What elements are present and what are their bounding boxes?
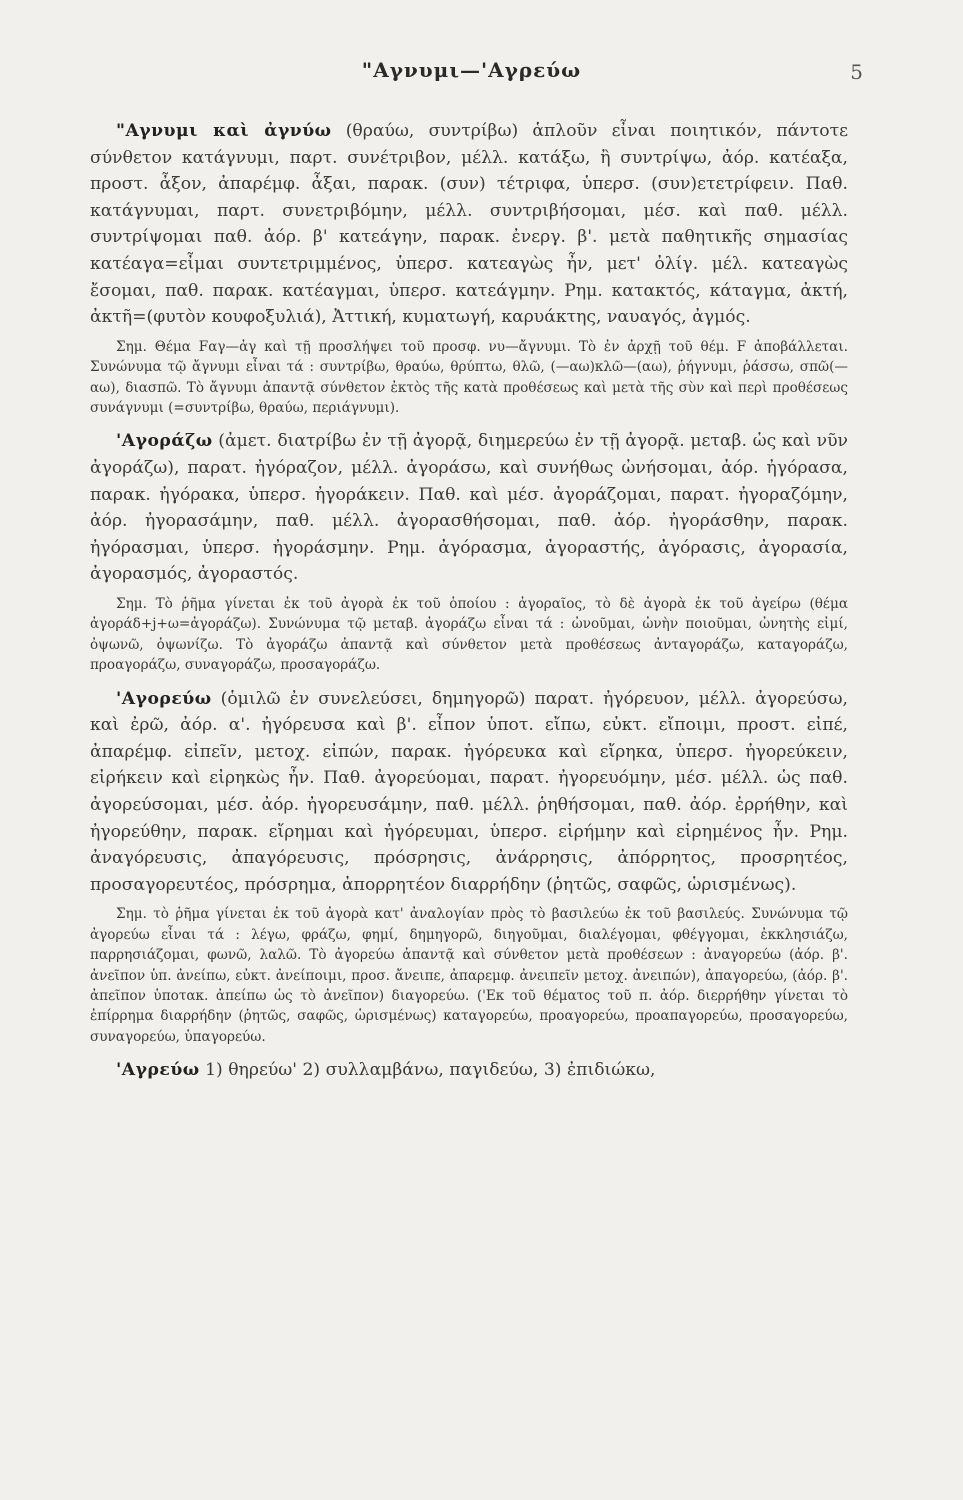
entry-note: Σημ. τὸ ῥῆμα γίνεται ἐκ τοῦ ἀγορὰ κατ' ἀναλογίαν πρὸς τὸ βασιλεύω ἐκ τοῦ βασιλεύς. Συνώνυμα τῷ ἀγορεύω εἶναι τά : λέγω, φράζω, φημί, δημηγορῶ, διηγοῦμαι, διαλέγομαι, φθέγγομαι, ἐκκλησιάζω, παρρησιάζομαι, φωνῶ, λαλῶ. Τὸ ἀγορεύω ἀπαντᾷ καὶ σύνθετον μετὰ προθέσεων : ἀναγορεύω (ἀόρ. β'. ἀνεῖπον ὑπ. ἀνείπω, εὐκτ. ἀνείποιμι, προσ. ἄνειπε, ἀπαρεμφ. ἀνειπεῖν μετοχ. ἀνειπών), ἀπαγορεύω, (ἀόρ. β'. ἀπεῖπον ὑποτακ. ἀπείπω ὡς τὸ ἀνεῖπον) διαγορεύω. ('Εκ τοῦ θέματος τοῦ π. ἀόρ. διερρήθην γίνεται τὸ ἐπίρρημα διαρρήδην (ῥητῶς, σαφῶς, ὡρισμένως) καταγορεύω, προαγορεύω, προαπαγορεύω, προσαγορεύω, συναγορεύω, ὑπαγορεύω. [90, 906, 848, 1045]
entry-headword: "Αγνυμι καὶ ἀγνύω [116, 121, 332, 141]
dictionary-entry [90, 1057, 848, 1084]
page-content [90, 118, 848, 1084]
entry-text: (θραύω, συντρίβω) ἁπλοῦν εἶναι ποιητικόν, πάντοτε σύνθετον κατάγνυμι, παρτ. συνέτριβον, μέλλ. κατάξω, ἢ συντρίψω, ἀόρ. κατέαξα, προστ. ἆξον, ἀπαρέμφ. ἆξαι, παρακ. (συν) τέτριφα, ὑπερσ. (συν)ετετρίφειν. Παθ. κατάγνυμαι, παρτ. συνετριβόμην, μέλλ. συντριβήσομαι, μέσ. καὶ παθ. μέλλ. συντρίψομαι παθ. ἀόρ. β' κατεάγην, παρακ. ἐνεργ. β'. μετὰ παθητικῆς σημασίας κατέαγα=εἶμαι συντετριμμένος, ὑπερσ. κατεαγὼς ἦν, μετ' ὀλίγ. μέλ. κατεαγὼς ἔσομαι, παθ. παρακ. κατέαγμαι, ὑπερσ. κατεάγμην. Ρημ. κατακτός, κάταγμα, ἀκτή, ἀκτῆ=(φυτὸν κουφοξυλιά), Ἀττική, κυματωγή, καρυάκτης, ναυαγός, ἀγμός. [90, 121, 848, 328]
entry-text: 1) θηρεύω' 2) συλλαμβάνω, παγιδεύω, 3) ἐπιδιώκω, [199, 1060, 656, 1081]
entry-text: (ἀμετ. διατρίβω ἐν τῇ ἀγορᾷ, διημερεύω ἐν τῇ ἀγορᾷ. μεταβ. ὡς καὶ νῦν ἀγοράζω), παρατ. ἠγόραζον, μέλλ. ἀγοράσω, καὶ συνήθως ὠνήσομαι, ἀόρ. ἠγόρασα, παρακ. ἠγόρακα, ὑπερσ. ἠγοράκειν. Παθ. καὶ μέσ. ἀγοράζομαι, παρατ. ἠγοραζόμην, ἀόρ. ἠγορασάμην, παθ. μέλλ. ἀγορασθήσομαι, παθ. ἀόρ. ἠγοράσθην, παρακ. ἠγόρασμαι, ὑπερσ. ἠγοράσμην. Ρημ. ἀγόρασμα, ἀγοραστής, ἀγόρασις, ἀγορασία, ἀγορασμός, ἀγοραστός. [90, 431, 848, 585]
dictionary-entry [90, 118, 848, 331]
page-number: 5 [850, 60, 863, 84]
entry-headword: 'Αγορεύω [116, 688, 212, 709]
entry-text: (ὁμιλῶ ἐν συνελεύσει, δημηγορῶ) παρατ. ἠγόρευον, μέλλ. ἀγορεύσω, καὶ ἐρῶ, ἀόρ. α'. ἠγόρευσα καὶ β'. εἶπον ὑποτ. εἴπω, εὐκτ. εἴποιμι, προστ. εἰπέ, ἀπαρέμφ. εἰπεῖν, μετοχ. εἰπών, παρακ. ἠγόρευκα καὶ εἴρηκα, ὑπερσ. ἠγορεύκειν, εἰρήκειν καὶ εἰρηκὼς ἦν. Παθ. ἀγορεύομαι, παρατ. ἠγορευόμην, μέσ. μέλλ. ὡς παθ. ἀγορεύσομαι, μέσ. ἀόρ. ἠγορευσάμην, παθ. μέλλ. ῥηθήσομαι, παθ. ἀόρ. ἐρρήθην, καὶ ἠγορεύθην, παρακ. εἴρημαι καὶ ἠγόρευμαι, ὑπερσ. εἰρήμην καὶ εἰρημένος ἦν. Ρημ. ἀναγόρευσις, ἀπαγόρευσις, πρόσρησις, ἀνάρρησις, ἀπόρρητος, προσρητέος, προσαγορευτέος, πρόσρημα, ἀπορρητέον διαρρήδην (ῥητῶς, σαφῶς, ὡρισμένως). [90, 688, 848, 895]
entry-note: Σημ. Θέμα Fαγ—ἀγ καὶ τῇ προσλήψει τοῦ προσφ. νυ—ἄγνυμι. Τὸ ἐν ἀρχῇ τοῦ θέμ. F ἀποβάλλεται. Συνώνυμα τῷ ἄγνυμι εἶναι τά : συντρίβω, θραύω, θρύπτω, θλῶ, (—αω)κλῶ—(αω), ῥήγνυμι, ῥάσσω, σπῶ(—αω), διασπῶ. Τὸ ἄγνυμι ἀπαντᾷ σύνθετον ἐκτὸς τῆς κατὰ προθέσεως καὶ μετὰ τῆς σὺν καὶ περὶ προθέσεως συνάγνυμι (=συντρίβω, θραύω, περιάγνυμι). [90, 338, 848, 416]
entry-headword: 'Αγοράζω [116, 431, 213, 452]
running-title: "Αγνυμι—'Αγρεύω [361, 58, 582, 82]
page-header [90, 58, 863, 98]
entry-headword: 'Αγρεύω [116, 1060, 200, 1081]
dictionary-entry [90, 428, 848, 588]
entry-note: Σημ. Τὸ ῥῆμα γίνεται ἐκ τοῦ ἀγορὰ ἐκ τοῦ ὁποίου : ἀγοραῖος, τὸ δὲ ἀγορὰ ἐκ τοῦ ἀγείρω (θέμα ἀγοράδ+j+ω=ἀγοράζω). Συνώνυμα τῷ μεταβ. ἀγοράζω εἶναι τά : ὠνοῦμαι, ὠνὴν ποιοῦμαι, ὠνητὴς εἰμί, ὀψωνῶ, ὀψωνίζω. Τὸ ἀγοράζω ἀπαντᾷ καὶ σύνθετον μετὰ προθέσεως ἀνταγοράζω, καταγοράζω, προαγοράζω, συναγοράζω, προσαγοράζω. [90, 595, 848, 674]
dictionary-entry [90, 686, 848, 899]
